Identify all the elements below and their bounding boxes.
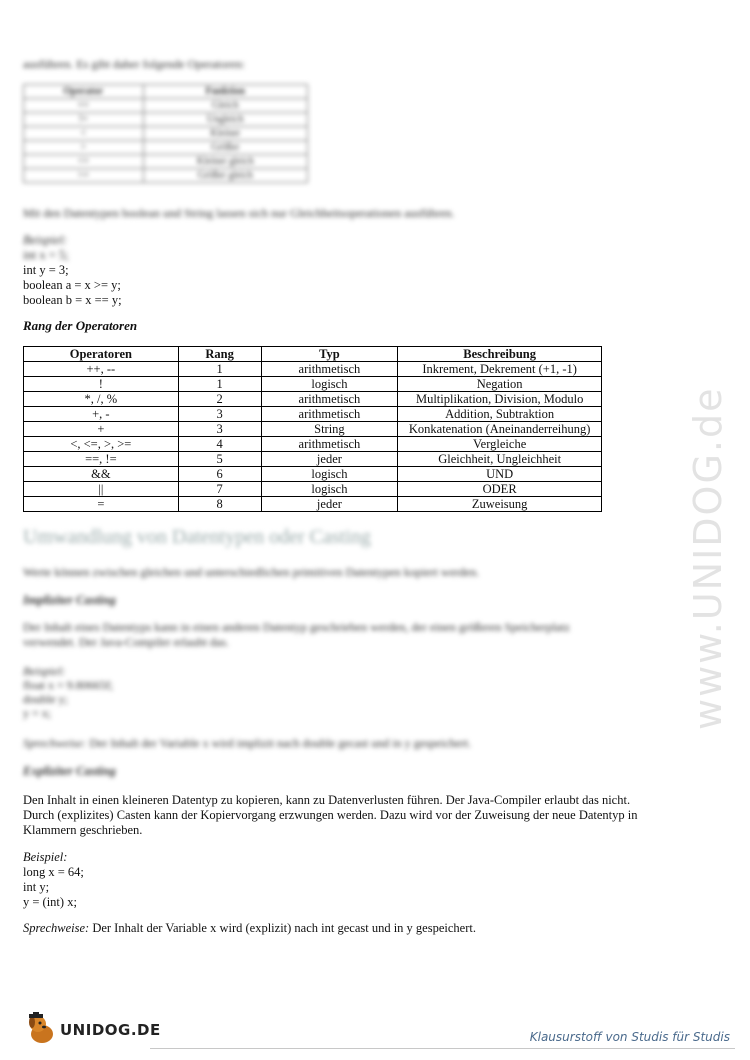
code-line: y = x; (23, 706, 52, 720)
table-cell: != (24, 113, 144, 127)
example-block (23, 664, 113, 720)
table-cell: Vergleiche (398, 437, 602, 452)
table-cell: 2 (178, 392, 261, 407)
table-cell: Größer gleich (143, 169, 307, 183)
table-row (24, 467, 602, 482)
table-cell: + (24, 422, 179, 437)
table-cell: 7 (178, 482, 261, 497)
table-row (24, 482, 602, 497)
table-cell: jeder (261, 452, 398, 467)
table-cell: ++, -- (24, 362, 179, 377)
table-row (24, 113, 308, 127)
code-line: y = (int) x; (23, 895, 77, 909)
table-header-cell: Operatoren (24, 347, 179, 362)
table-header-cell: Funktion (143, 85, 307, 99)
paragraph: Werte können zwischen gleichen und unterschiedlichen primitiven Datentypen kopiert werden. (23, 565, 480, 579)
table-row (24, 127, 308, 141)
table-cell: Zuweisung (398, 497, 602, 512)
code-line: float x = 9.80665f; (23, 678, 114, 692)
table-row (24, 437, 602, 452)
table-cell: Kleiner (143, 127, 307, 141)
comparison-operator-table (23, 84, 308, 183)
subsection-title: Impliziter Casting (23, 593, 116, 607)
table-cell: <, <=, >, >= (24, 437, 179, 452)
table-cell: Multiplikation, Division, Modulo (398, 392, 602, 407)
operator-rank-table (23, 346, 602, 512)
table-row (24, 407, 602, 422)
table-cell: Inkrement, Dekrement (+1, -1) (398, 362, 602, 377)
table-cell: <= (24, 155, 144, 169)
table-cell: || (24, 482, 179, 497)
table-cell: 8 (178, 497, 261, 512)
intro-text: ausführen. Es gibt daher folgende Operatoren: (23, 57, 245, 71)
speech-text: Der Inhalt der Variable x wird implizit nach double gecast und in y gespeichert. (89, 736, 472, 750)
code-line: boolean a = x >= y; (23, 278, 121, 292)
table-header-cell: Typ (261, 347, 398, 362)
table-cell: Kleiner gleich (143, 155, 307, 169)
table-cell: Gleich (143, 99, 307, 113)
table-header-cell: Operator (24, 85, 144, 99)
table-cell: logisch (261, 467, 398, 482)
table-cell: +, - (24, 407, 179, 422)
table-cell: ! (24, 377, 179, 392)
table-cell: logisch (261, 377, 398, 392)
table-cell: Konkatenation (Aneinanderreihung) (398, 422, 602, 437)
table-header-cell: Rang (178, 347, 261, 362)
code-line: int y = 3; (23, 263, 69, 277)
example-block (23, 850, 84, 910)
table-header-row (24, 347, 602, 362)
table-row (24, 392, 602, 407)
table-cell: logisch (261, 482, 398, 497)
table-cell: arithmetisch (261, 362, 398, 377)
table-cell: String (261, 422, 398, 437)
table-cell: 1 (178, 362, 261, 377)
table-cell: Ungleich (143, 113, 307, 127)
table-cell: ODER (398, 482, 602, 497)
code-line: long x = 64; (23, 865, 84, 879)
example-block (23, 233, 122, 308)
subsection-title: Expliziter Casting (23, 764, 116, 778)
section-heading: Umwandlung von Datentypen oder Casting (23, 526, 371, 548)
section-title: Rang der Operatoren (23, 318, 138, 333)
table-cell: jeder (261, 497, 398, 512)
paragraph: Den Inhalt in einen kleineren Datentyp zu kopieren, kann zu Datenverlusten führen. Der Java-Compiler erlaubt das nicht. Durch (explizites) Casten kann der Kopiervorgang erzwungen werden. Dazu wird vor der Zuweisung der neue Datentyp in Klammern geschrieben. (23, 793, 638, 837)
table-cell: 3 (178, 422, 261, 437)
table-row (24, 141, 308, 155)
table-cell: == (24, 99, 144, 113)
table-cell: UND (398, 467, 602, 482)
table-cell: *, /, % (24, 392, 179, 407)
speech-note (23, 921, 476, 936)
table-cell: Negation (398, 377, 602, 392)
example-label: Beispiel: (23, 850, 68, 864)
watermark: www.UNIDOG.de (686, 386, 730, 730)
table-cell: < (24, 127, 144, 141)
speech-note (23, 736, 471, 751)
code-line: double y; (23, 692, 68, 706)
table-row (24, 362, 602, 377)
example-label: Beispiel: (23, 233, 68, 247)
logo-text: UNIDOG.DE (60, 1021, 161, 1039)
table-header-row (24, 85, 308, 99)
table-cell: 5 (178, 452, 261, 467)
table-cell: arithmetisch (261, 437, 398, 452)
table-cell: > (24, 141, 144, 155)
table-row (24, 155, 308, 169)
code-line: int x = 5; (23, 248, 69, 262)
table-cell: >= (24, 169, 144, 183)
table-cell: Größer (143, 141, 307, 155)
table-row (24, 497, 602, 512)
table-cell: 1 (178, 377, 261, 392)
table-row (24, 99, 308, 113)
speech-text: Der Inhalt der Variable x wird (explizit) nach int gecast und in y gespeichert. (92, 921, 476, 935)
example-label: Beispiel: (23, 664, 66, 678)
footer-divider (150, 1048, 735, 1049)
unidog-logo[interactable] (24, 1012, 164, 1048)
table-row (24, 422, 602, 437)
speech-label: Sprechweise: (23, 921, 90, 935)
table-cell: 3 (178, 407, 261, 422)
table-row (24, 169, 308, 183)
table-cell: ==, != (24, 452, 179, 467)
code-line: boolean b = x == y; (23, 293, 122, 307)
table-row (24, 377, 602, 392)
dog-icon (24, 1012, 60, 1046)
table-cell: Addition, Subtraktion (398, 407, 602, 422)
table-cell: 6 (178, 467, 261, 482)
table-cell: arithmetisch (261, 407, 398, 422)
table-cell: && (24, 467, 179, 482)
footer-tagline: Klausurstoff von Studis für Studis (529, 1030, 730, 1044)
paragraph: Der Inhalt eines Datentyps kann in einen anderen Datentyp geschrieben werden, der einen größeren Speicherplatz verwendet. Der Java-Compiler erlaubt das. (23, 620, 570, 649)
table-cell: arithmetisch (261, 392, 398, 407)
speech-label: Sprechweise: (23, 736, 87, 750)
table-header-cell: Beschreibung (398, 347, 602, 362)
paragraph: Mit den Datentypen boolean und String lassen sich nur Gleichheitsoperationen ausführen. (23, 206, 455, 220)
table-cell: 4 (178, 437, 261, 452)
table-row (24, 452, 602, 467)
table-cell: = (24, 497, 179, 512)
code-line: int y; (23, 880, 50, 894)
table-cell: Gleichheit, Ungleichheit (398, 452, 602, 467)
